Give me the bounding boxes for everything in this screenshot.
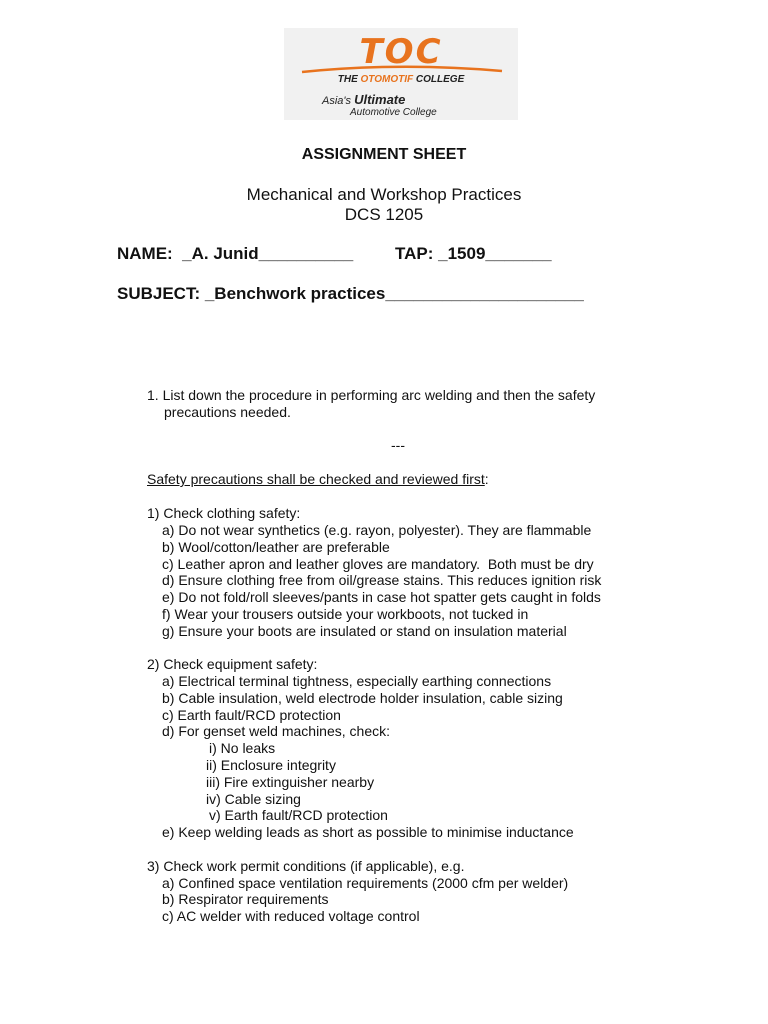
- course-code: DCS 1205: [344, 205, 424, 224]
- sub-list-item: i) No leaks: [209, 740, 276, 756]
- logo-brand: TOC: [359, 32, 443, 72]
- list-item: a) Confined space ventilation requirements (2000 cfm per welder): [162, 875, 569, 891]
- section-heading: 3) Check work permit conditions (if applicable), e.g.: [147, 858, 465, 874]
- list-item: e) Keep welding leads as short as possible to minimise inductance: [162, 824, 574, 840]
- list-item: f) Wear your trousers outside your workboots, not tucked in: [162, 606, 529, 622]
- sub-list-item: iv) Cable sizing: [206, 791, 301, 807]
- list-item: g) Ensure your boots are insulated or stand on insulation material: [162, 623, 567, 639]
- course-name: Mechanical and Workshop Practices: [246, 185, 522, 204]
- list-item: b) Cable insulation, weld electrode holder insulation, cable sizing: [162, 690, 563, 706]
- list-item: d) Ensure clothing free from oil/grease stains. This reduces ignition risk: [162, 572, 602, 588]
- subject-field: SUBJECT: _Benchwork practices_____________________: [117, 284, 584, 303]
- separator: ---: [391, 437, 405, 453]
- name-field: NAME: _A. Junid__________: [117, 244, 354, 263]
- logo-tagline-sub: Automotive College: [350, 107, 437, 118]
- list-item: e) Do not fold/roll sleeves/pants in case hot spatter gets caught in folds: [162, 589, 601, 605]
- section-heading: 1) Check clothing safety:: [147, 505, 301, 521]
- intro-line: Safety precautions shall be checked and reviewed first:: [147, 471, 489, 487]
- list-item: c) Earth fault/RCD protection: [162, 707, 341, 723]
- list-item: c) AC welder with reduced voltage control: [162, 908, 420, 924]
- sub-list-item: v) Earth fault/RCD protection: [209, 807, 388, 823]
- question-line-2: precautions needed.: [164, 404, 291, 420]
- sub-list-item: ii) Enclosure integrity: [206, 757, 336, 773]
- question-line-1: 1. List down the procedure in performing arc welding and then the safety: [147, 387, 596, 403]
- list-item: a) Electrical terminal tightness, especially earthing connections: [162, 673, 552, 689]
- college-logo: [284, 28, 518, 120]
- section-heading: 2) Check equipment safety:: [147, 656, 318, 672]
- sub-list-item: iii) Fire extinguisher nearby: [206, 774, 375, 790]
- tap-field: TAP: _1509_______: [395, 244, 552, 263]
- page-title: ASSIGNMENT SHEET: [301, 146, 467, 163]
- logo-college-name: THE OTOMOTIF COLLEGE: [337, 74, 465, 85]
- list-item: d) For genset weld machines, check:: [162, 723, 390, 739]
- list-item: b) Respirator requirements: [162, 891, 329, 907]
- list-item: a) Do not wear synthetics (e.g. rayon, polyester). They are flammable: [162, 522, 592, 538]
- list-item: b) Wool/cotton/leather are preferable: [162, 539, 390, 555]
- list-item: c) Leather apron and leather gloves are mandatory. Both must be dry: [162, 556, 594, 572]
- logo-tagline: Asia's Ultimate: [322, 92, 406, 107]
